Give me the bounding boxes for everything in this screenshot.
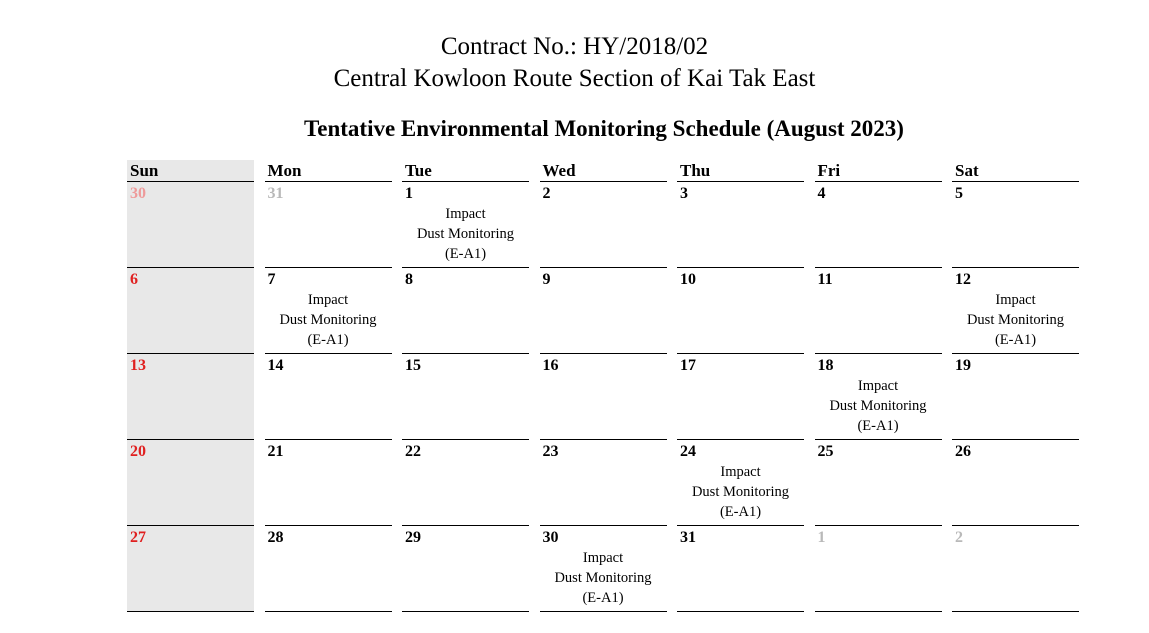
event-line: Impact — [720, 464, 761, 480]
weekday-header-sun: Sun — [127, 160, 254, 182]
event-line: Dust Monitoring — [691, 484, 790, 500]
day-number: 5 — [955, 185, 963, 202]
day-number: 31 — [267, 185, 284, 202]
calendar-day-cell — [265, 182, 392, 268]
calendar-day-cell — [677, 354, 804, 440]
monitoring-event — [952, 290, 1079, 350]
calendar-day-cell — [127, 526, 254, 612]
event-line: (E-A1) — [994, 332, 1037, 348]
day-number: 18 — [817, 357, 834, 374]
day-number: 17 — [680, 357, 696, 374]
calendar-day-cell — [952, 526, 1079, 612]
day-number: 13 — [130, 357, 146, 374]
schedule-title: Tentative Environmental Monitoring Schedule (August 2023) — [304, 116, 904, 141]
event-line: (E-A1) — [582, 590, 624, 606]
day-number: 24 — [680, 443, 696, 460]
day-number: 2 — [542, 185, 551, 202]
day-number: 19 — [955, 357, 971, 374]
monitoring-event — [815, 376, 942, 436]
day-number: 15 — [405, 357, 421, 374]
day-number: 16 — [542, 357, 559, 374]
weekday-header-sat: Sat — [952, 160, 1079, 182]
event-line: Dust Monitoring — [966, 312, 1065, 328]
contract-number: Contract No.: HY/2018/02 — [440, 33, 709, 60]
calendar-day-cell — [402, 354, 529, 440]
event-line: Dust Monitoring — [279, 312, 377, 328]
calendar-day-cell — [540, 354, 667, 440]
day-number: 22 — [405, 443, 421, 460]
calendar-day-cell — [127, 268, 254, 354]
day-number: 29 — [405, 529, 421, 546]
calendar-day-cell — [127, 182, 254, 268]
event-line: Dust Monitoring — [554, 570, 652, 586]
calendar-day-cell — [952, 440, 1079, 526]
day-number: 30 — [130, 185, 146, 202]
calendar-day-cell — [815, 268, 942, 354]
calendar-day-cell — [677, 268, 804, 354]
day-number: 27 — [130, 529, 146, 546]
day-number: 25 — [817, 443, 834, 460]
calendar-day-cell — [677, 526, 804, 612]
day-number: 7 — [267, 271, 276, 288]
event-line: Dust Monitoring — [829, 398, 927, 414]
calendar-day-cell — [540, 268, 667, 354]
calendar-day-cell — [265, 440, 392, 526]
event-line: Impact — [582, 550, 624, 566]
calendar-day-cell — [127, 354, 254, 440]
monitoring-event — [402, 204, 529, 264]
calendar-day-cell — [265, 354, 392, 440]
weekday-header-wed: Wed — [540, 160, 667, 182]
project-name: Central Kowloon Route Section of Kai Tak East — [333, 65, 816, 92]
event-line: (E-A1) — [719, 504, 762, 520]
calendar-day-cell — [402, 268, 529, 354]
day-number: 2 — [955, 529, 963, 546]
calendar-day-cell — [677, 440, 804, 526]
weekday-header-thu: Thu — [677, 160, 804, 182]
day-number: 26 — [955, 443, 971, 460]
calendar-day-cell — [540, 182, 667, 268]
calendar-day-cell — [540, 526, 667, 612]
calendar-day-cell — [127, 440, 254, 526]
calendar-day-cell — [815, 526, 942, 612]
day-number: 9 — [542, 271, 551, 288]
event-line: Dust Monitoring — [416, 226, 515, 242]
day-number: 10 — [680, 271, 696, 288]
monitoring-event — [265, 290, 392, 350]
day-number: 11 — [817, 271, 833, 288]
calendar-day-cell — [677, 182, 804, 268]
calendar-day-cell — [540, 440, 667, 526]
day-number: 4 — [817, 185, 826, 202]
calendar-day-cell — [265, 526, 392, 612]
event-line: (E-A1) — [444, 246, 487, 262]
day-number: 23 — [542, 443, 559, 460]
calendar-day-cell — [402, 182, 529, 268]
monitoring-event — [540, 548, 667, 608]
calendar-day-cell — [952, 268, 1079, 354]
day-number: 28 — [267, 529, 284, 546]
event-line: Impact — [307, 292, 349, 308]
weekday-header-fri: Fri — [815, 160, 942, 182]
calendar-day-cell — [402, 440, 529, 526]
day-number: 12 — [955, 271, 971, 288]
calendar-day-cell — [952, 354, 1079, 440]
day-number: 21 — [267, 443, 284, 460]
calendar-day-cell — [815, 182, 942, 268]
day-number: 1 — [817, 529, 826, 546]
event-line: (E-A1) — [857, 418, 899, 434]
day-number: 6 — [130, 271, 138, 288]
weekday-header-tue: Tue — [402, 160, 529, 182]
calendar-day-cell — [815, 440, 942, 526]
monitoring-calendar — [127, 160, 1079, 612]
day-number: 8 — [405, 271, 413, 288]
event-line: Impact — [445, 206, 486, 222]
day-number: 20 — [130, 443, 146, 460]
calendar-day-cell — [952, 182, 1079, 268]
day-number: 31 — [680, 529, 696, 546]
calendar-day-cell — [265, 268, 392, 354]
day-number: 14 — [267, 357, 284, 374]
event-line: (E-A1) — [307, 332, 349, 348]
calendar-day-cell — [402, 526, 529, 612]
day-number: 1 — [405, 185, 413, 202]
day-number: 3 — [680, 185, 688, 202]
calendar-day-cell — [815, 354, 942, 440]
event-line: Impact — [995, 292, 1036, 308]
event-line: Impact — [857, 378, 899, 394]
weekday-header-mon: Mon — [265, 160, 392, 182]
monitoring-event — [677, 462, 804, 522]
day-number: 30 — [542, 529, 559, 546]
